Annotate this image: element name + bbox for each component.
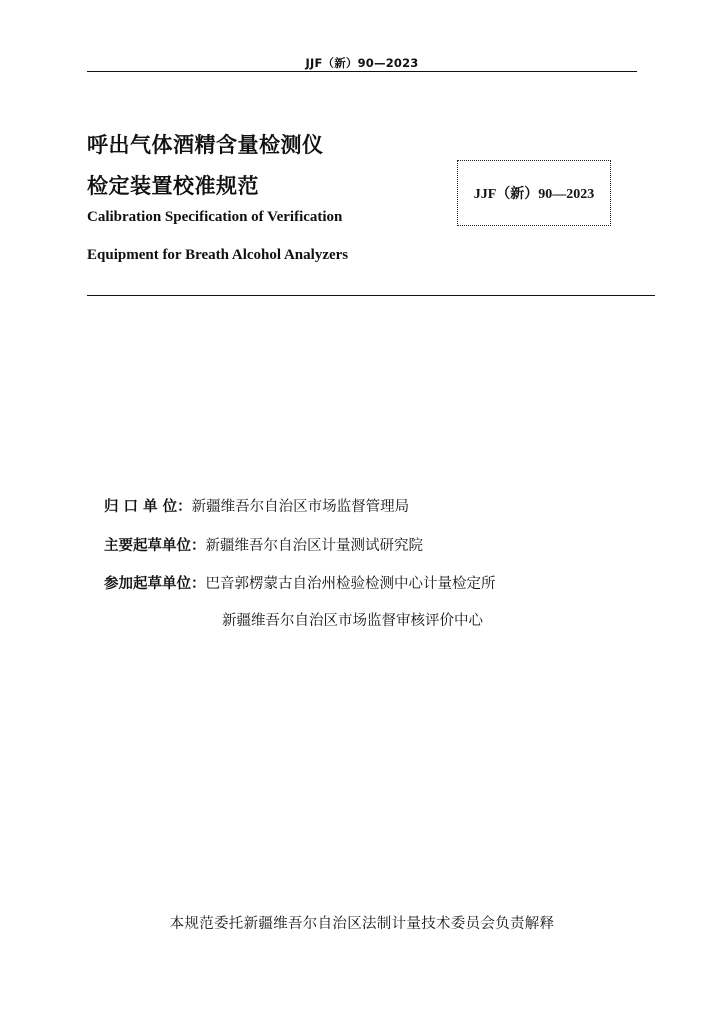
title-cn-line1: 呼出气体酒精含量检测仪 [87, 133, 324, 157]
title-cn-line2: 检定装置校准规范 [87, 174, 259, 198]
spec-code-box [457, 160, 611, 226]
main-drafter-row [104, 534, 423, 555]
header-rule [87, 71, 637, 72]
responsible-unit-label: 归 口 单 位： [104, 499, 192, 515]
responsible-unit-value: 新疆维吾尔自治区市场监督管理局 [191, 499, 410, 515]
title-rule [87, 295, 655, 296]
main-drafter-value: 新疆维吾尔自治区计量测试研究院 [205, 538, 423, 554]
participating-drafter-row [104, 572, 496, 593]
title-en-line2: Equipment for Breath Alcohol Analyzers [87, 247, 349, 263]
participating-drafter-value-1: 巴音郭楞蒙古自治州检验检测中心计量检定所 [205, 576, 496, 592]
responsible-unit-row [104, 495, 409, 516]
title-en-line1: Calibration Specification of Verification [87, 209, 343, 225]
main-drafter-label: 主要起草单位： [104, 538, 206, 554]
participating-drafter-label: 参加起草单位： [104, 576, 206, 592]
interpretation-note: 本规范委托新疆维吾尔自治区法制计量技术委员会负责解释 [169, 916, 555, 932]
participating-drafter-value-2: 新疆维吾尔自治区市场监督审核评价中心 [222, 613, 483, 629]
spec-code: JJF（新）90—2023 [473, 187, 595, 202]
running-header: JJF（新）90—2023 [305, 56, 419, 70]
